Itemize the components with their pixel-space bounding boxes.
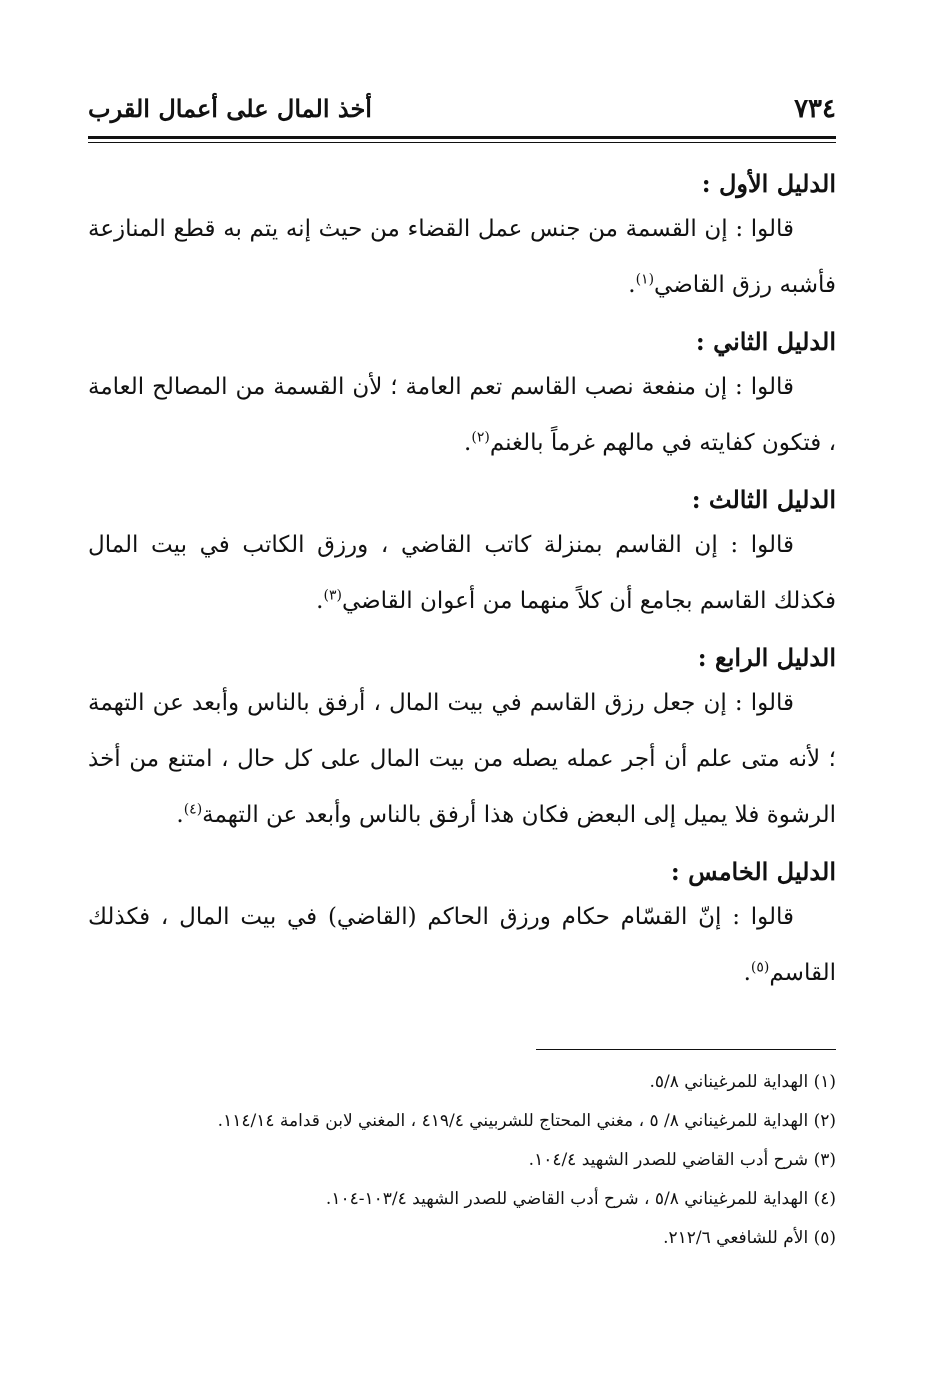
footnote-ref: (٣) — [323, 587, 342, 604]
section-heading: الدليل الأول : — [701, 169, 836, 198]
section-paragraph: قالوا : إن جعل رزق القاسم في بيت المال ، أرفق بالناس وأبعد عن التهمة ؛ لأنه متى علم أن أجر عمله يصله من بيت المال على كل حال ، امتنع من أخذ الرشوة فلا يميل إلى البعض فكان هذا أرفق بالناس وأبعد عن التهمة$^{(٤)}$. — [88, 690, 836, 828]
page-number: ٧٣٤ — [794, 94, 836, 124]
running-title: أخذ المال على أعمال القرب — [88, 94, 372, 123]
section-paragraph: قالوا : إنّ القسّام حكام ورزق الحاكم (القاضي) في بيت المال ، فكذلك القاسم$^{(٥)}$. — [88, 904, 836, 986]
section-paragraph: قالوا : إن القسمة من جنس عمل القضاء من حيث إنه يتم به قطع المنازعة فأشبه رزق القاضي$^{(١)}$. — [88, 216, 836, 298]
footnote: (٥) الأم للشافعي ٢١٢/٦. — [663, 1228, 836, 1248]
section-heading: الدليل الثالث : — [691, 485, 836, 514]
header-rule-thin — [88, 142, 836, 143]
section-3 — [88, 483, 836, 629]
footnote: (٣) شرح أدب القاضي للصدر الشهيد ١٠٤/٤. — [528, 1150, 836, 1170]
footnotes — [88, 1068, 836, 1263]
footnote: (١) الهداية للمرغيناني ٥/٨. — [649, 1072, 836, 1092]
footnote-separator — [536, 1049, 836, 1050]
footnote-ref: (٥) — [750, 959, 770, 976]
header-rule — [88, 136, 836, 139]
footnote: (٢) الهداية للمرغيناني ٨/ ٥ ، مغني المحتاج للشربيني ٤١٩/٤ ، المغني لابن قدامة ١١٤/١٤. — [217, 1111, 836, 1131]
section-4 — [88, 641, 836, 843]
footnote-ref: (٢) — [471, 429, 490, 446]
section-1 — [88, 167, 836, 313]
section-heading: الدليل الثاني : — [695, 327, 836, 356]
section-heading: الدليل الرابع : — [697, 643, 836, 672]
section-paragraph: قالوا : إن القاسم بمنزلة كاتب القاضي ، ورزق الكاتب في بيت المال فكذلك القاسم بجامع أن كلاً منهما من أعوان القاضي$^{(٣)}$. — [88, 532, 836, 614]
section-5 — [88, 855, 836, 1001]
footnote: (٤) الهداية للمرغيناني ٥/٨ ، شرح أدب القاضي للصدر الشهيد ١٠٣/٤-١٠٤. — [325, 1189, 836, 1209]
footnote-ref: (١) — [635, 271, 655, 288]
footnote-ref: (٤) — [183, 801, 203, 818]
section-2 — [88, 325, 836, 471]
section-heading: الدليل الخامس : — [670, 857, 836, 886]
main-text — [88, 155, 836, 1007]
page-header — [88, 94, 836, 128]
section-paragraph: قالوا : إن منفعة نصب القاسم تعم العامة ؛ لأن القسمة من المصالح العامة ، فتكون كفايته في مالهم غرماً بالغنم$^{(٢)}$. — [88, 374, 836, 456]
